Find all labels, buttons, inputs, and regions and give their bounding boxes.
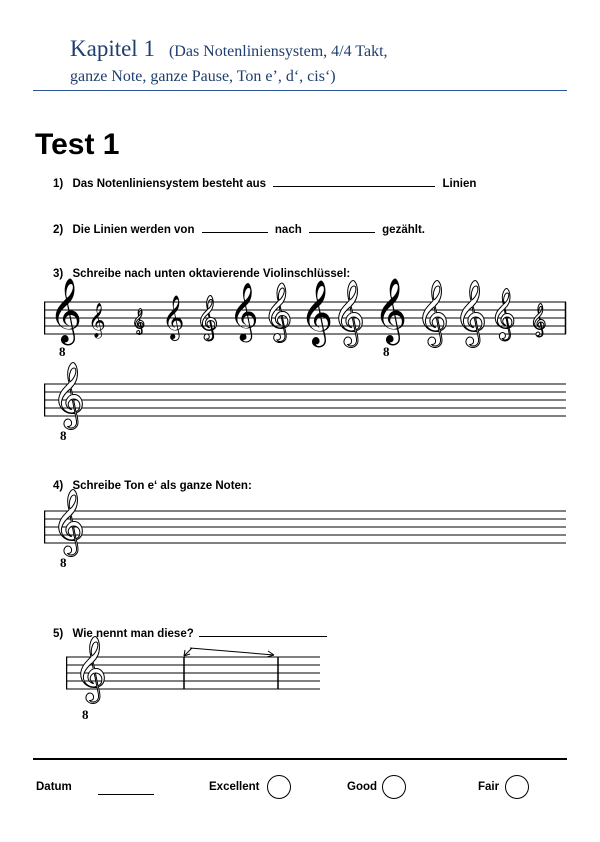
treble-clef-icon: 𝄞: [416, 280, 450, 345]
partial-clef-icon: 𝄞: [530, 303, 547, 336]
treble-clef-icon: 𝄞: [332, 280, 366, 345]
treble-clef-icon: 𝄞: [74, 636, 108, 701]
question-3: [53, 268, 350, 280]
practice-staff-notes[interactable]: [44, 509, 568, 549]
question-2: [53, 222, 425, 236]
rating-fair-circle[interactable]: [505, 775, 529, 799]
rating-good-circle[interactable]: [382, 775, 406, 799]
question-2-mid: nach: [274, 224, 302, 236]
partial-clef-icon: 𝄞: [263, 282, 293, 340]
question-5-text: Wie nennt man diese?: [72, 628, 194, 640]
octave-eight-mark: 8: [82, 707, 89, 722]
chapter-subtitle-2: ganze Note, ganze Pause, Ton e’, d‘, cis‘): [70, 68, 336, 85]
treble-clef-icon: 𝄞: [300, 280, 334, 345]
partial-clef-icon: 𝄞: [196, 295, 219, 339]
question-3-text: Schreibe nach unten oktavierende Violinschlüssel:: [72, 268, 351, 280]
partial-clef-icon: 𝄞: [162, 295, 185, 339]
rating-fair-label: Fair: [478, 781, 500, 793]
question-1-text: Das Notenliniensystem besteht aus: [72, 178, 267, 190]
treble-clef-icon: 𝄞: [49, 278, 83, 343]
treble-clef-icon: 𝄞: [454, 280, 488, 345]
rating-good-label: Good: [347, 781, 378, 793]
test-title: Test 1: [35, 128, 120, 161]
question-3-number: 3): [53, 268, 64, 280]
question-2-text: Die Linien werden von: [72, 224, 195, 236]
question-1-answer-blank[interactable]: [273, 176, 435, 187]
question-1-number: 1): [53, 178, 64, 190]
octave-eight-mark: 8: [60, 555, 67, 570]
question-5-number: 5): [53, 628, 64, 640]
octave-eight-mark: 8: [60, 428, 67, 443]
partial-clef-icon: 𝄞: [132, 309, 146, 334]
question-4-number: 4): [53, 480, 64, 492]
date-label: Datum: [36, 781, 72, 793]
treble-clef-icon: 𝄞: [52, 489, 86, 554]
treble-clef-icon: 𝄞: [52, 362, 86, 427]
chapter-subtitle-1: (Das Notenliniensystem, 4/4 Takt,: [168, 43, 388, 60]
rating-excellent-circle[interactable]: [267, 775, 291, 799]
question-2-answer-blank-from[interactable]: [202, 222, 268, 233]
partial-clef-icon: 𝄞: [490, 288, 517, 339]
practice-staff-clefs[interactable]: [44, 382, 568, 422]
question-1: [53, 176, 476, 190]
pointer-arrow: [190, 648, 274, 655]
question-1-suffix: Linien: [442, 178, 477, 190]
question-2-answer-blank-to[interactable]: [309, 222, 375, 233]
octave-eight-mark: 8: [59, 344, 66, 359]
chapter-title: Kapitel 1: [70, 36, 155, 61]
question-4-text: Schreibe Ton e‘ als ganze Noten:: [72, 480, 252, 492]
octave-eight-mark: 8: [383, 344, 390, 359]
date-blank[interactable]: [98, 794, 154, 795]
chapter-header: [70, 36, 388, 85]
question-2-suffix: gezählt.: [382, 224, 425, 236]
question-2-number: 2): [53, 224, 64, 236]
partial-clef-icon: 𝄞: [88, 303, 106, 338]
header-divider: [33, 90, 567, 91]
footer-divider: [33, 758, 567, 760]
treble-clef-icon: 𝄞: [374, 278, 408, 343]
partial-clef-icon: 𝄞: [229, 282, 259, 340]
question-5-answer-blank[interactable]: [199, 626, 327, 637]
rating-excellent-label: Excellent: [209, 781, 260, 793]
